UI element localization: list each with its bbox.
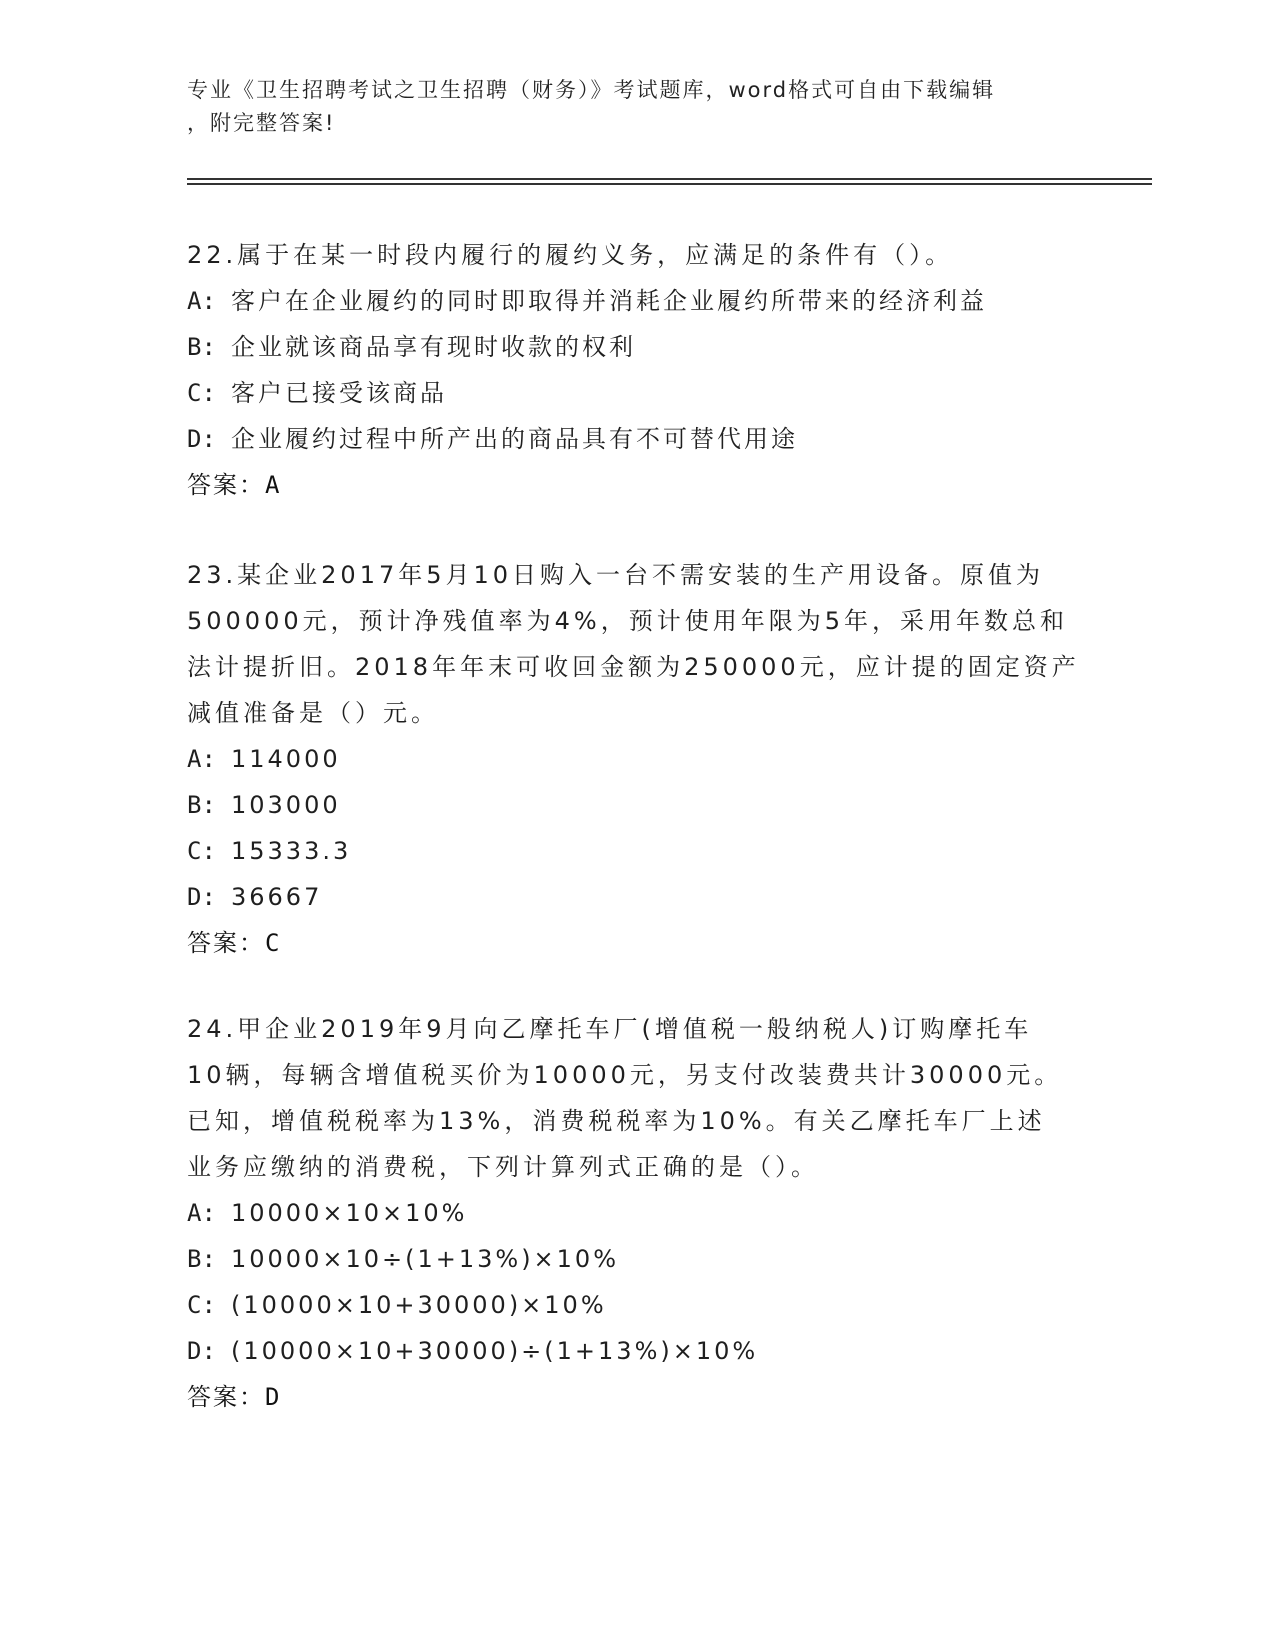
option-d: [187, 1328, 1087, 1374]
option-b: [187, 782, 1087, 828]
option-a: [187, 736, 1087, 782]
option-text: 客户在企业履约的同时即取得并消耗企业履约所带来的经济利益: [231, 287, 987, 315]
question-stem-line: 10辆，每辆含增值税买价为10000元，另支付改装费共计30000元。: [187, 1061, 1063, 1089]
option-text: 企业履约过程中所产出的商品具有不可替代用途: [231, 425, 798, 453]
option-text: 15333.3: [231, 837, 352, 865]
option-a: [187, 1190, 1087, 1236]
answer-label: 答案：: [187, 1383, 265, 1411]
answer-label: 答案：: [187, 929, 265, 957]
option-c: [187, 828, 1087, 874]
option-text: (10000×10+30000)÷(1+13%)×10%: [231, 1337, 759, 1365]
question-stem-line: 法计提折旧。2018年年末可收回金额为250000元，应计提的固定资产: [187, 653, 1080, 681]
option-text: (10000×10+30000)×10%: [231, 1291, 607, 1319]
question-stem-line: 500000元，预计净残值率为4%，预计使用年限为5年，采用年数总和: [187, 607, 1068, 635]
document-header: [187, 74, 1087, 140]
option-text: 10000×10×10%: [231, 1199, 468, 1227]
answer-value: C: [265, 929, 282, 957]
answer-line: [187, 1374, 1087, 1420]
header-divider-bottom: [187, 183, 1152, 185]
answer-value: D: [265, 1383, 282, 1411]
option-text: 客户已接受该商品: [231, 379, 447, 407]
option-text: 10000×10÷(1+13%)×10%: [231, 1245, 620, 1273]
option-key: D:: [187, 425, 216, 453]
option-text: 企业就该商品享有现时收款的权利: [231, 333, 636, 361]
option-key: B:: [187, 791, 216, 819]
question-stem-line: 减值准备是（）元。: [187, 699, 439, 727]
question-23: [187, 552, 1087, 966]
answer-label: 答案：: [187, 471, 265, 499]
option-key: C:: [187, 1291, 216, 1319]
option-key: D:: [187, 1337, 216, 1365]
option-c: [187, 1282, 1087, 1328]
option-c: [187, 370, 1087, 416]
option-key: A:: [187, 1199, 216, 1227]
answer-line: [187, 462, 1087, 508]
header-divider-top: [187, 178, 1152, 180]
answer-line: [187, 920, 1087, 966]
option-key: A:: [187, 287, 216, 315]
question-stem-line: 22.属于在某一时段内履行的履约义务，应满足的条件有（）。: [187, 241, 954, 269]
question-22: [187, 232, 1087, 508]
question-24: [187, 1006, 1087, 1420]
option-key: B:: [187, 333, 216, 361]
option-text: 103000: [231, 791, 341, 819]
option-key: B:: [187, 1245, 216, 1273]
header-line-1: 专业《卫生招聘考试之卫生招聘（财务）》考试题库，word格式可自由下载编辑: [187, 78, 996, 102]
question-stem-line: 业务应缴纳的消费税，下列计算列式正确的是（）。: [187, 1153, 819, 1181]
option-b: [187, 324, 1087, 370]
header-line-2: ，附完整答案!: [187, 111, 336, 135]
option-key: D:: [187, 883, 216, 911]
option-d: [187, 416, 1087, 462]
question-stem-line: 24.甲企业2019年9月向乙摩托车厂(增值税一般纳税人)订购摩托车: [187, 1015, 1033, 1043]
option-key: A:: [187, 745, 216, 773]
option-a: [187, 278, 1087, 324]
answer-value: A: [265, 471, 282, 499]
question-stem-line: 已知，增值税税率为13%，消费税税率为10%。有关乙摩托车厂上述: [187, 1107, 1046, 1135]
option-text: 114000: [231, 745, 341, 773]
option-text: 36667: [231, 883, 323, 911]
question-stem-line: 23.某企业2017年5月10日购入一台不需安装的生产用设备。原值为: [187, 561, 1045, 589]
option-b: [187, 1236, 1087, 1282]
option-key: C:: [187, 837, 216, 865]
option-d: [187, 874, 1087, 920]
option-key: C:: [187, 379, 216, 407]
